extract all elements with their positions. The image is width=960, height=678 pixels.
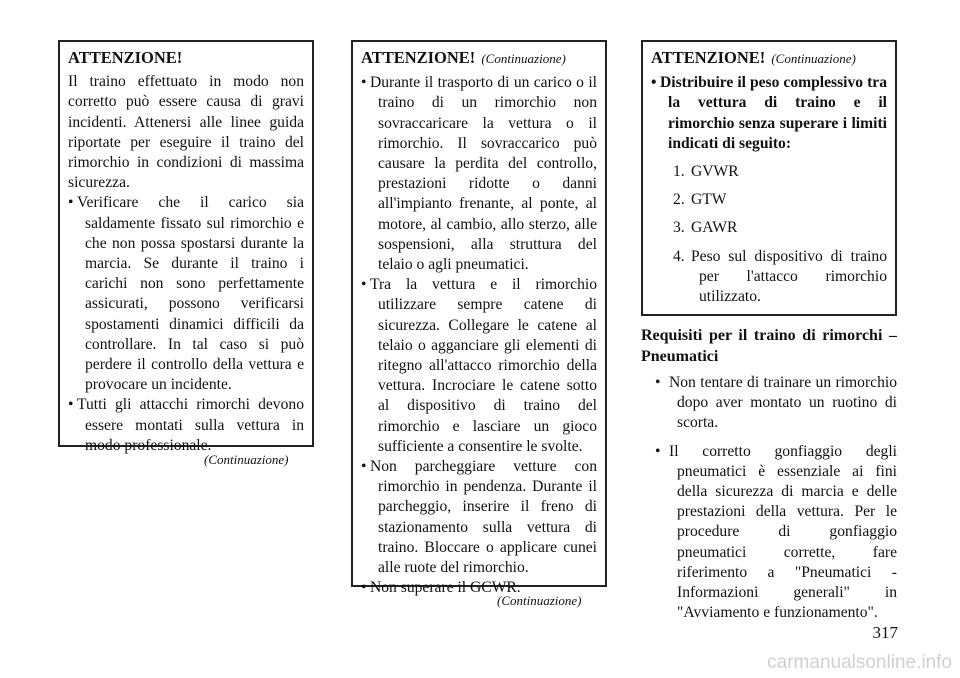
- numbered-item: [651, 247, 887, 308]
- item-number: 2.: [673, 191, 685, 209]
- list-item: • Tutti gli attacchi rimorchi devono essere montati sulla vettura in modo professionale.: [68, 395, 304, 456]
- warning-box-3: [641, 40, 897, 316]
- numbered-item: [651, 218, 887, 238]
- item-number: 3.: [673, 219, 685, 237]
- warning-title-text: ATTENZIONE!: [651, 48, 766, 67]
- tyre-section: [641, 326, 897, 623]
- list-item: • Tra la vettura e il rimorchio utilizzare sempre catene di sicurezza. Collegare le catene al telaio o agganciare gli elementi di ritegno all'attacco rimorchio della vettura. Incrociare le catene sotto al dispositivo di traino del rimorchio e lasciare un gioco sufficiente a consentire le svolte.: [361, 275, 597, 457]
- list-item: • Non parcheggiare vetture con rimorchio in pendenza. Durante il parcheggio, inserire il freno di stazionamento sulla vettura di traino. Bloccare o applicare cunei alle ruote del rimorchio.: [361, 457, 597, 578]
- warning-title: ATTENZIONE!: [68, 48, 183, 67]
- warning-list: [361, 73, 597, 598]
- list-item: • Distribuire il peso complessivo tra la vettura di traino e il rimorchio senza superare i limiti indicati di seguito:: [651, 73, 887, 154]
- numbered-item: [651, 190, 887, 210]
- warning-title-text: ATTENZIONE!: [361, 48, 476, 67]
- item-text: Peso sul dispositivo di traino per l'attacco rimorchio utilizzato.: [691, 247, 887, 306]
- watermark: carmanualsonline.info: [767, 652, 952, 673]
- warning-title: [651, 48, 887, 69]
- warning-intro: Il traino effettuato in modo non corretto può essere causa di gravi incidenti. Attenersi alle linee guida riportate per eseguire il traino del rimorchio in condizioni di massima sicurezza.: [68, 73, 304, 192]
- page-number: 317: [872, 623, 898, 642]
- limits-list: [651, 162, 887, 307]
- list-item: • Durante il trasporto di un carico o il traino di un rimorchio non sovraccaricare la vettura o il rimorchio. Il sovraccarico può causare la perdita del controllo, prestazioni ridotte o danni all'impianto frenante, al ponte, al motore, al cambio, allo sterzo, alle sospensioni, alla struttura del telaio o agli pneumatici.: [361, 73, 597, 275]
- warning-box-1: [58, 40, 314, 454]
- continued-label: (Continuazione): [497, 593, 582, 608]
- continued-label: (Continuazione): [481, 51, 566, 66]
- column-3: [641, 40, 897, 631]
- tyre-list: [641, 373, 897, 623]
- item-text: GAWR: [691, 219, 738, 237]
- column-2: [351, 40, 607, 597]
- item-number: 4.: [673, 247, 685, 265]
- continued-label: (Continuazione): [771, 51, 856, 66]
- warning-list: [68, 193, 304, 456]
- continued-label: (Continuazione): [204, 452, 289, 467]
- item-number: 1.: [673, 163, 685, 181]
- item-text: GVWR: [691, 163, 739, 181]
- warning-list: [651, 73, 887, 154]
- warning-box-2: [351, 40, 607, 597]
- column-1: [58, 40, 314, 454]
- numbered-item: [651, 162, 887, 182]
- list-item: • Verificare che il carico sia saldamente fissato sul rimorchio e che non possa spostarsi durante la marcia. Se durante il traino i carichi non sono perfettamente assicurati, possono verificarsi spostamenti dinamici difficili da controllare. In tal caso si può perdere il controllo della vettura e provocare un incidente.: [68, 193, 304, 395]
- list-item: • Non superare il GCWR.: [361, 578, 597, 598]
- warning-title: [361, 48, 597, 69]
- list-item: • Non tentare di trainare un rimorchio dopo aver montato un ruotino di scorta.: [641, 373, 897, 434]
- list-item: • Il corretto gonfiaggio degli pneumatici è essenziale ai fini della sicurezza di marcia e delle prestazioni della vettura. Per le procedure di gonfiaggio pneumatici corrette, fare riferimento a "Pneumatici - Informazioni generali" in "Avviamento e funzionamento".: [641, 442, 897, 624]
- section-heading: Requisiti per il traino di rimorchi – Pneumatici: [641, 327, 897, 365]
- item-text: GTW: [691, 191, 727, 209]
